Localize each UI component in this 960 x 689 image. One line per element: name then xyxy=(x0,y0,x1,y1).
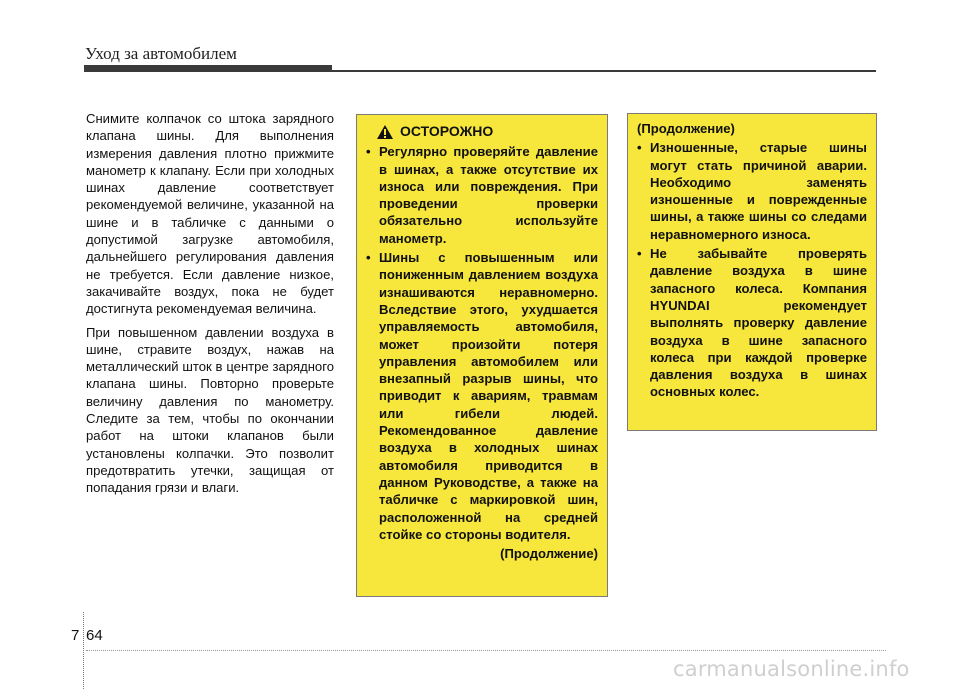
warning-continued-box xyxy=(627,113,877,431)
warning-box xyxy=(356,114,608,597)
warning-triangle-icon xyxy=(376,124,394,140)
body-paragraph: При повышенном давлении воздуха в шине, стравите воздух, нажав на металлический шток в центре зарядного клапана шины. Повторно проверьте величину давления по манометру. Следите за тем, чтобы по окончании работ на штоки клапанов были установлены колпачки. Это позволит предотвратить утечки, защищая от попадания грязи и влаги. xyxy=(86,324,334,496)
header-rule-thin xyxy=(332,70,876,72)
warning-list-item: • Шины с повышенным или пониженным давлением воздуха изнашиваются неравномерно. Вследствие этого, ухудшается управляемость автомобиля, может произойти потеря управления автомобилем или внезапный разрыв шины, что приводит к авариям, травмам или гибели людей. Рекомендованное давление воздуха в холодных шинах автомобиля приводится в данном Руководстве, а также на табличке с маркировкой шин, расположенной на средней стойке со стороны водителя. xyxy=(366,249,598,543)
header-rule-thick xyxy=(84,65,332,72)
page-number: 64 xyxy=(86,627,103,644)
footer-divider-horizontal xyxy=(86,650,886,651)
warning-title: ОСТОРОЖНО xyxy=(400,123,494,139)
site-watermark: carmanualsonline.info xyxy=(673,657,910,681)
chapter-number: 7 xyxy=(71,627,80,644)
page-header-title: Уход за автомобилем xyxy=(85,44,237,63)
warning-list-item: • Регулярно проверяйте давление в шинах, а также отсутствие их износа или повреждения. При проведении проверки обязательно используйте манометр. xyxy=(366,143,598,247)
continued-list-item: • Изношенные, старые шины могут стать причиной аварии. Необходимо заменять изношенные и поврежденные шины, а также шины со следами неравномерного износа. xyxy=(637,139,867,243)
body-text-column xyxy=(86,110,334,503)
continued-heading: (Продолжение) xyxy=(637,121,735,136)
continued-note: (Продолжение) xyxy=(500,546,598,562)
continued-list xyxy=(637,139,867,400)
continued-list-item: • Не забывайте проверять давление воздуха в шине запасного колеса. Компания HYUNDAI рекомендует выполнять проверку давление воздуха в шине запасного колеса при каждой проверке давления воздуха в шинах основных колес. xyxy=(637,245,867,401)
warning-heading xyxy=(376,123,598,140)
warning-list xyxy=(366,143,598,543)
footer-divider-vertical xyxy=(83,612,84,689)
body-paragraph: Снимите колпачок со штока зарядного клапана шины. Для выполнения измерения давления плотно прижмите манометр к клапану. Если при холодных шинах давление соответствует рекомендуемой величине, указанной на шине и в табличке с данными о допустимой загрузке автомобиля, дальнейшего регулирования давления не требуется. Если давление низкое, закачивайте воздух, пока не будет достигнута рекомендуемая величина. xyxy=(86,111,334,317)
